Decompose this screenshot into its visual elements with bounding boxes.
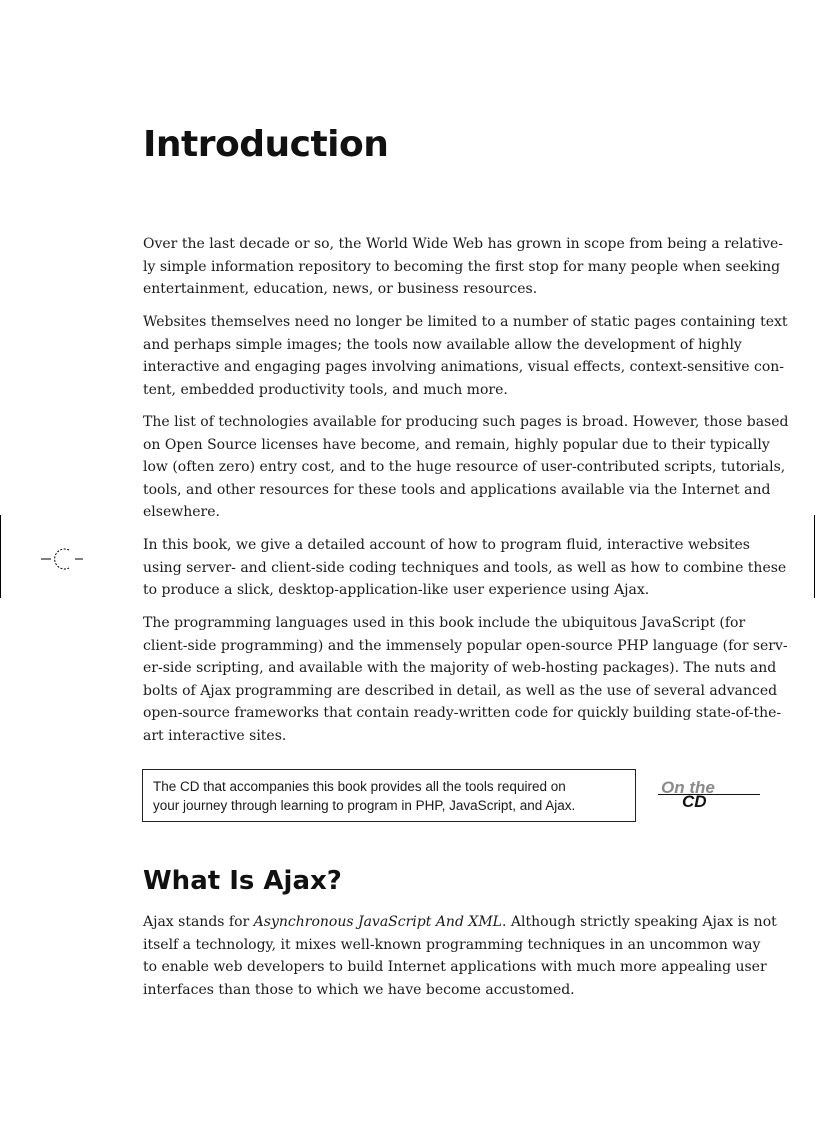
text-line: low (often zero) entry cost, and to the huge resource of user-contributed scripts, tutorials, (143, 459, 786, 475)
text-line: to produce a slick, desktop-application-like user experience using Ajax. (143, 582, 650, 598)
text-line: itself a technology, it mixes well-known programming techniques in an uncommon way (143, 936, 761, 953)
on-the-cd-rule (658, 794, 760, 795)
text-line: art interactive sites. (143, 727, 287, 744)
text-line: ly simple information repository to becoming the first stop for many people when seeking (143, 258, 781, 275)
text-line: entertainment, education, news, or business resources. (143, 281, 538, 297)
text-line: er-side scripting, and available with the majority of web-hosting packages). The nuts and (143, 660, 777, 676)
text-line: to enable web developers to build Internet applications with much more appealing user (143, 959, 767, 975)
text-line (143, 911, 777, 934)
text-line: elsewhere. (143, 504, 220, 520)
paragraph-4 (143, 534, 787, 602)
text-line: open-source frameworks that contain ready-written code for quickly building state-of-the- (143, 705, 782, 721)
cd-note-box (142, 769, 636, 822)
text-line: client-side programming) and the immensely popular open-source PHP language (for serv- (143, 637, 788, 654)
on-the-cd-icon (658, 778, 760, 812)
text-line: tent, embedded productivity tools, and much more. (143, 381, 508, 398)
paragraph-5 (143, 612, 788, 747)
text-line: Websites themselves need no longer be limited to a number of static pages containing text (143, 314, 788, 330)
cd-note-text (153, 777, 575, 815)
on-the-label: On the (661, 778, 715, 797)
text-line: Over the last decade or so, the World Wide Web has grown in scope from being a relative- (143, 236, 784, 252)
text-run: . Although strictly speaking Ajax is not (501, 914, 777, 930)
paragraph-2 (143, 311, 788, 401)
registration-mark-icon (41, 545, 85, 573)
text-line: using server- and client-side coding techniques and tools, as well as how to combine these (143, 559, 787, 576)
cd-note-line: your journey through learning to program in PHP, JavaScript, and Ajax. (153, 798, 576, 813)
cd-label: CD (682, 792, 707, 811)
cd-note-line: The CD that accompanies this book provides all the tools required on (153, 779, 566, 794)
text-line: In this book, we give a detailed account of how to program fluid, interactive websites (143, 537, 750, 553)
paragraph-1 (143, 233, 784, 301)
crop-mark-left (0, 515, 1, 598)
text-line: interactive and engaging pages involving animations, visual effects, context-sensitive con- (143, 359, 784, 375)
paragraph-ajax (143, 911, 777, 1001)
text-line: The list of technologies available for producing such pages is broad. However, those based (143, 414, 789, 430)
section-heading: What Is Ajax? (143, 866, 342, 896)
paragraph-3 (143, 411, 789, 524)
text-line: on Open Source licenses have become, and remain, highly popular due to their typically (143, 436, 770, 453)
text-run: Ajax stands for (143, 914, 254, 930)
crop-mark-right (814, 515, 815, 598)
emphasis-text: Asynchronous JavaScript And XML (253, 914, 502, 930)
text-line: The programming languages used in this book include the ubiquitous JavaScript (for (143, 615, 746, 631)
text-line: bolts of Ajax programming are described in detail, as well as the use of several advanced (143, 682, 778, 699)
text-line: and perhaps simple images; the tools now available allow the development of highly (143, 336, 742, 353)
page-title: Introduction (143, 124, 389, 165)
text-line: tools, and other resources for these tools and applications available via the Internet and (143, 481, 771, 498)
text-line: interfaces than those to which we have become accustomed. (143, 981, 575, 998)
